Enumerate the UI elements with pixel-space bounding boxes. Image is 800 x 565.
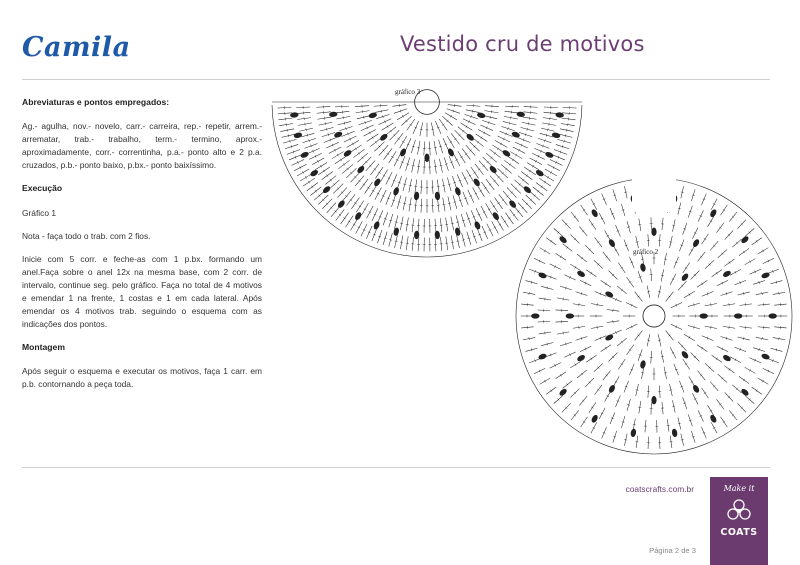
stitch-crossbar (647, 291, 650, 292)
shell-stitch-mark (356, 165, 366, 175)
stitch-crossbar (711, 303, 712, 306)
coats-brand-block (710, 477, 768, 565)
shell-stitch-mark (590, 208, 599, 218)
stitch-crossbar (431, 129, 434, 130)
make-it-text: Make it (723, 484, 755, 493)
stitch-crossbar (440, 165, 443, 166)
shell-stitch-mark (476, 112, 485, 119)
stitch-crossbar (340, 159, 342, 161)
stitch-crossbar (448, 203, 451, 204)
stitch-crossbar (633, 424, 636, 425)
shell-stitch-mark (293, 132, 302, 139)
stitch-crossbar (670, 390, 673, 391)
stitch-crossbar (716, 272, 718, 274)
stitch-crossbar (678, 423, 681, 424)
circle-diagram-2 (516, 174, 792, 454)
stitch-crossbar (563, 298, 564, 301)
stitch-crossbar (629, 281, 631, 283)
stitch-crossbar (583, 421, 585, 423)
stitch-crossbar (762, 337, 763, 340)
stitch-crossbar (756, 240, 758, 242)
stitch-crossbar (526, 175, 528, 177)
shell-stitch-mark (576, 270, 586, 279)
page-number: Página 2 de 3 (649, 546, 696, 555)
stitch-crossbar (681, 192, 684, 193)
stitch-crossbar (605, 283, 607, 285)
stitch-crossbar (678, 208, 681, 209)
stitch-crossbar (381, 110, 382, 113)
neck-opening (632, 174, 676, 212)
shell-stitch-mark (393, 227, 400, 236)
stitch-crossbar (664, 259, 667, 260)
stitch-crossbar (560, 256, 562, 258)
shell-stitch-mark (309, 169, 319, 178)
shell-stitch-mark (333, 131, 343, 139)
stitch-crossbar (378, 172, 380, 174)
stitch-crossbar (544, 181, 546, 183)
stitch-crossbar (762, 292, 763, 295)
stitch-crossbar (372, 137, 374, 139)
shell-stitch-mark (590, 414, 599, 424)
shell-stitch-mark (511, 131, 521, 139)
stitch-crossbar (367, 187, 369, 189)
shell-stitch-mark (454, 227, 461, 236)
crochet-diagrams (270, 84, 800, 464)
shell-stitch-mark (337, 199, 346, 209)
stitch-crossbar (701, 347, 703, 349)
stitch-crossbar (701, 283, 703, 285)
stitch-crossbar (658, 340, 661, 341)
stitch-crossbar (704, 392, 706, 394)
shell-stitch-mark (566, 313, 574, 318)
abbreviations-heading: Abreviaturas e pontos empregados: (22, 97, 170, 107)
shell-stitch-mark (322, 185, 332, 194)
stitch-crossbar (460, 156, 462, 157)
stitch-crossbar (420, 129, 423, 130)
stitch-crossbar (311, 186, 313, 188)
stitch-crossbar (541, 186, 543, 188)
instructions-column (22, 96, 262, 401)
stitch-crossbar (549, 123, 550, 126)
stitch-crossbar (305, 123, 306, 126)
stitch-crossbar (560, 374, 562, 376)
shell-stitch-mark (692, 238, 701, 248)
stitch-crossbar (400, 223, 403, 224)
stitch-crossbar (664, 373, 667, 374)
stitch-crossbar (621, 267, 623, 269)
shell-stitch-mark (671, 428, 678, 437)
shell-stitch-mark (508, 199, 517, 209)
execution-instructions: Inicie com 5 corr. e feche-as com 1 p.bx. formando um anel.Faça sobre o anel 12x na mesma base, com 2 corr. de intervalo, continue seg. pelo gráfico. Faça no total de 4 motivos e emendar 1 na frente, 1 costas e 1 em cada lateral. Após emendar os 4 motivos trab. seguindo o esquema com as indicações dos pontos. (22, 253, 262, 329)
stitch-crossbar (641, 259, 644, 260)
stitch-crossbar (621, 363, 623, 365)
shell-stitch-mark (424, 154, 429, 162)
stitch-crossbar (716, 358, 718, 360)
stitch-crossbar (661, 356, 664, 357)
chart-label: Gráfico 1 (22, 207, 56, 218)
stitch-crossbar (287, 129, 288, 132)
stitch-crossbar (681, 439, 684, 440)
stitch-crossbar (512, 159, 514, 161)
stitch-crossbar (308, 181, 310, 183)
stitch-crossbar (711, 326, 712, 329)
shell-stitch-mark (604, 333, 614, 341)
stitch-crossbar (497, 148, 499, 150)
stitch-crossbar (306, 128, 307, 131)
stitch-crossbar (550, 240, 552, 242)
stitch-crossbar (484, 187, 486, 189)
stitch-crossbar (493, 206, 495, 208)
stitch-crossbar (343, 116, 344, 119)
stitch-crossbar (729, 261, 731, 263)
stitch-crossbar (563, 332, 564, 335)
stitch-crossbar (672, 406, 675, 407)
shell-stitch-mark (488, 165, 498, 175)
stitch-crossbar (658, 291, 661, 292)
stitch-crossbar (359, 206, 361, 208)
stitch-crossbar (636, 390, 639, 391)
shell-stitch-mark (501, 149, 511, 158)
stitch-crossbar (597, 303, 598, 306)
stitch-crossbar (597, 326, 598, 329)
stitch-crossbar (472, 110, 473, 113)
stitch-crossbar (548, 128, 549, 131)
stitch-crossbar (647, 340, 650, 341)
diagram-3-caption: gráfico 3 (395, 88, 421, 96)
stitch-crossbar (672, 225, 675, 226)
stitch-crossbar (743, 379, 745, 381)
stitch-crossbar (354, 202, 356, 204)
stitch-crossbar (529, 292, 530, 295)
bottom-divider (22, 467, 770, 468)
stitch-crossbar (481, 137, 483, 139)
stitch-crossbar (529, 170, 531, 172)
shell-stitch-mark (651, 228, 656, 236)
stitch-crossbar (685, 267, 687, 269)
abbreviations-text: Ag.- agulha, nov.- novelo, carr.- carreira, rep.- repetir, arrem.- arrematar, trab.- trabalho, term.- termino, aprox.- aproximadamente, corr.- correntinha, p.a.- ponto alto e 2 p.a. cruzados, p.b.- ponto baixo, p.bx.- ponto baixíssimo. (22, 121, 262, 171)
shell-stitch-mark (392, 187, 400, 197)
shell-stitch-mark (722, 354, 732, 363)
stitch-crossbar (355, 148, 357, 150)
coats-knot-icon (724, 497, 754, 525)
center-ring (643, 305, 665, 327)
stitch-crossbar (442, 124, 444, 126)
stitch-crossbar (583, 209, 585, 211)
stitch-crossbar (474, 172, 476, 174)
shell-stitch-mark (454, 187, 462, 197)
stitch-crossbar (756, 389, 758, 391)
stitch-crossbar (685, 363, 687, 365)
stitch-crossbar (490, 116, 491, 119)
stitch-crossbar (779, 292, 780, 295)
stitch-crossbar (670, 242, 673, 243)
stitch-crossbar (504, 221, 506, 223)
stitch-crossbar (723, 209, 725, 211)
stitch-crossbar (704, 238, 706, 240)
stitch-crossbar (528, 122, 529, 125)
stitch-crossbar (348, 221, 350, 223)
stitch-crossbar (508, 218, 510, 220)
stitch-crossbar (729, 368, 731, 370)
assembly-heading: Montagem (22, 341, 65, 352)
coats-text: COATS (720, 527, 758, 538)
shell-stitch-mark (523, 185, 533, 194)
shell-stitch-mark (354, 211, 363, 221)
stitch-crossbar (395, 241, 398, 242)
shell-stitch-mark (722, 270, 732, 279)
stitch-crossbar (661, 275, 664, 276)
crochet-diagram-svg (270, 84, 800, 464)
stitch-crossbar (391, 156, 393, 157)
stitch-crossbar (409, 185, 412, 186)
stitch-crossbar (410, 124, 412, 126)
stitch-crossbar (743, 251, 745, 253)
shell-stitch-mark (491, 211, 500, 221)
stitch-crossbar (591, 407, 593, 409)
assembly-text: Após seguir o esquema e executar os motivos, faça 1 carr. em p.b. contornando a peça toda. (22, 366, 262, 390)
stitch-crossbar (403, 203, 406, 204)
stitch-crossbar (363, 116, 364, 119)
shell-stitch-mark (608, 238, 617, 248)
shell-stitch-mark (535, 169, 545, 178)
stitch-crossbar (641, 373, 644, 374)
stitch-crossbar (590, 358, 592, 360)
stitch-crossbar (636, 242, 639, 243)
shell-stitch-mark (630, 428, 637, 437)
stitch-crossbar (624, 439, 627, 440)
shell-stitch-mark (368, 112, 377, 119)
shell-stitch-mark (680, 350, 689, 360)
stitch-crossbar (567, 129, 568, 132)
shell-stitch-mark (604, 290, 614, 298)
shell-stitch-mark (639, 263, 646, 272)
shell-stitch-mark (680, 272, 689, 282)
website-link[interactable]: coatscrafts.com.br (625, 484, 694, 494)
page-title: Vestido cru de motivos (400, 32, 645, 56)
stitch-crossbar (590, 272, 592, 274)
stitch-crossbar (412, 165, 415, 166)
stitch-crossbar (442, 185, 445, 186)
shell-stitch-mark (576, 354, 586, 363)
shell-stitch-mark (373, 177, 382, 187)
stitch-crossbar (529, 337, 530, 340)
shell-stitch-mark (692, 384, 701, 394)
stitch-crossbar (550, 389, 552, 391)
shell-stitch-mark (343, 149, 353, 158)
semicircle-diagram-3 (272, 90, 582, 257)
stitch-crossbar (511, 116, 512, 119)
top-divider (22, 79, 770, 80)
diagram-2-caption: gráfico 2 (633, 248, 659, 256)
stitch-crossbar (325, 122, 326, 125)
stitch-crossbar (497, 202, 499, 204)
shell-stitch-mark (651, 396, 656, 404)
stitch-crossbar (624, 192, 627, 193)
shell-stitch-mark (709, 414, 718, 424)
stitch-crossbar (779, 337, 780, 340)
camila-logo: Camila (22, 32, 131, 63)
shell-stitch-mark (608, 384, 617, 394)
stitch-crossbar (457, 241, 460, 242)
shell-stitch-mark (472, 177, 481, 187)
note-text: Nota - faça todo o trab. com 2 fios. (22, 230, 151, 241)
execution-heading: Execução (22, 183, 63, 194)
shell-stitch-mark (639, 360, 646, 369)
stitch-crossbar (629, 349, 631, 351)
shell-stitch-mark (709, 208, 718, 218)
shell-stitch-mark (551, 132, 560, 139)
stitch-crossbar (343, 218, 345, 220)
stitch-crossbar (723, 421, 725, 423)
stitch-crossbar (605, 347, 607, 349)
stitch-crossbar (451, 223, 454, 224)
stitch-crossbar (326, 175, 328, 177)
stitch-crossbar (591, 224, 593, 226)
stitch-crossbar (323, 170, 325, 172)
